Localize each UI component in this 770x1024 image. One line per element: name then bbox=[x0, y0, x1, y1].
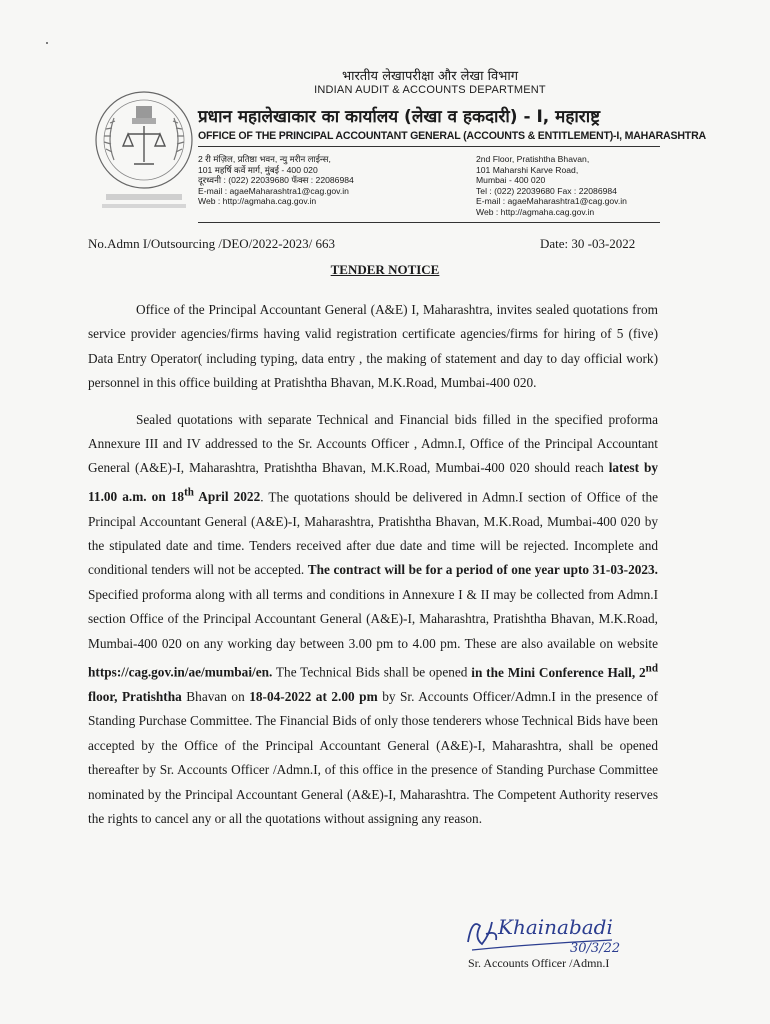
english-office-heading: OFFICE OF THE PRINCIPAL ACCOUNTANT GENERAL (ACCOUNTS & ENTITLEMENT)-I, MAHARASHTRA bbox=[198, 130, 706, 142]
cag-emblem-icon bbox=[92, 82, 196, 214]
address-hindi-block bbox=[198, 154, 354, 207]
page-title: TENDER NOTICE bbox=[330, 262, 440, 277]
address-english-block bbox=[476, 154, 627, 217]
letterhead-rule-top bbox=[198, 146, 660, 147]
address-line: 2 री मंज़िल, प्रतिष्ठा भवन, न्यु मरीन लाईन्स, bbox=[198, 154, 331, 164]
letterhead-rule-bottom bbox=[198, 222, 660, 223]
handwritten-signature bbox=[462, 904, 642, 962]
signature-name: Khainabadi bbox=[498, 915, 613, 939]
address-line: E-mail : agaeMaharashtra1@cag.gov.in bbox=[476, 196, 627, 206]
address-line: E-mail : agaeMaharashtra1@cag.gov.in bbox=[198, 185, 349, 196]
signature-date: 30/3/22 bbox=[570, 941, 621, 956]
address-line: 101 महर्षि कर्वे मार्ग, मुंबई - 400 020 bbox=[198, 164, 318, 175]
website-link[interactable]: https://cag.gov.in/ae/mumbai/en. bbox=[88, 664, 273, 680]
address-line: दूरध्वनी : (022) 22039680 फॅक्स : 22086984 bbox=[198, 175, 354, 185]
notice-date: Date: 30 -03-2022 bbox=[540, 236, 636, 251]
paragraph-invitation: Office of the Principal Accountant General (A&E) I, Maharashtra, invites sealed quotations from service provider agencies/firms having valid registration certificate agencies/firms for hiring of 5 (five) Data Entry Operator( including typing, data entry , the making of statement and day to day official work) personnel in this office building at Pratishtha Bhavan, M.K.Road, Mumbai-400 020. bbox=[88, 302, 658, 391]
hindi-department-heading: भारतीय लेखापरीक्षा और लेखा विभाग bbox=[341, 69, 519, 84]
scan-speck bbox=[46, 42, 48, 44]
paragraph-instructions: Sealed quotations with separate Technical and Financial bids filled in the specified proforma Annexure III and IV addressed to the Sr. Accounts Officer , Admn.I, Office of the Principal Accountant General (A&E)-I, Maharashtra, Pratishtha Bhavan, M.K.Road, Mumbai-400 020 should reach latest by 11.00 a.m. on 18th April 2022. The quotations should be delivered in Admn.I section of Office of the Principal Accountant General (A&E)-I, Maharashtra, Pratishtha Bhavan, M.K.Road, Mumbai-400 020 by the stipulated date and time. Tenders received after due date and time will be rejected. Incomplete and conditional tenders will not be accepted. The contract will be for a period of one year upto 31-03-2023. Specified proforma along with all terms and conditions in Annexure I & II may be collected from Admn.I section Office of the Principal Accountant General (A&E)-I, Maharashtra, Pratishtha Bhavan, M.K.Road, Mumbai-400 020 on any working day between 3.00 pm to 4.00 pm. These are also available on website https://cag.gov.in/ae/mumbai/en. The Technical Bids shall be opened in the Mini Conference Hall, 2nd floor, Pratishtha Bhavan on 18-04-2022 at 2.00 pm by Sr. Accounts Officer/Admn.I in the presence of Standing Purchase Committee. The Financial Bids of only those tenderers whose Technical Bids have been accepted by the Office of the Principal Accountant General (A&E)-I, Maharashtra, shall be opened thereafter by Sr. Accounts Officer /Admn.I, of this office in the presence of Standing Purchase Committee nominated by the Principal Accountant General (A&E)-I, Maharashtra. The Competent Authority reserves the rights to cancel any or all the quotations without assigning any reason. bbox=[88, 411, 659, 826]
contract-period-text: The contract will be for a period of one year upto 31-03-2023. bbox=[307, 562, 658, 578]
notice-body bbox=[88, 298, 658, 831]
address-line: 2nd Floor, Pratishtha Bhavan, bbox=[476, 154, 590, 164]
english-department-heading: INDIAN AUDIT & ACCOUNTS DEPARTMENT bbox=[314, 84, 546, 96]
hindi-office-heading: प्रधान महालेखाकार का कार्यालय (लेखा व हकदारी) - I, महाराष्ट्र bbox=[198, 107, 601, 127]
address-line: 101 Maharshi Karve Road, bbox=[476, 164, 579, 175]
venue-text: in the Mini Conference Hall, 2nd floor, Pratishtha bbox=[88, 662, 658, 704]
address-line: Web : http://agmaha.cag.gov.in bbox=[476, 206, 595, 217]
address-line: Tel : (022) 22039680 Fax : 22086984 bbox=[476, 185, 617, 196]
address-line: Web : http://agmaha.cag.gov.in bbox=[198, 196, 317, 206]
opening-datetime-text: 18-04-2022 at 2.00 pm bbox=[249, 688, 378, 704]
reference-number: No.Admn I/Outsourcing /DEO/2022-2023/ 663 bbox=[88, 236, 335, 251]
address-line: Mumbai - 400 020 bbox=[476, 175, 546, 185]
deadline-text: latest by 11.00 a.m. on 18th April 2022 bbox=[88, 460, 658, 505]
signatory-designation: Sr. Accounts Officer /Admn.I bbox=[468, 956, 610, 970]
